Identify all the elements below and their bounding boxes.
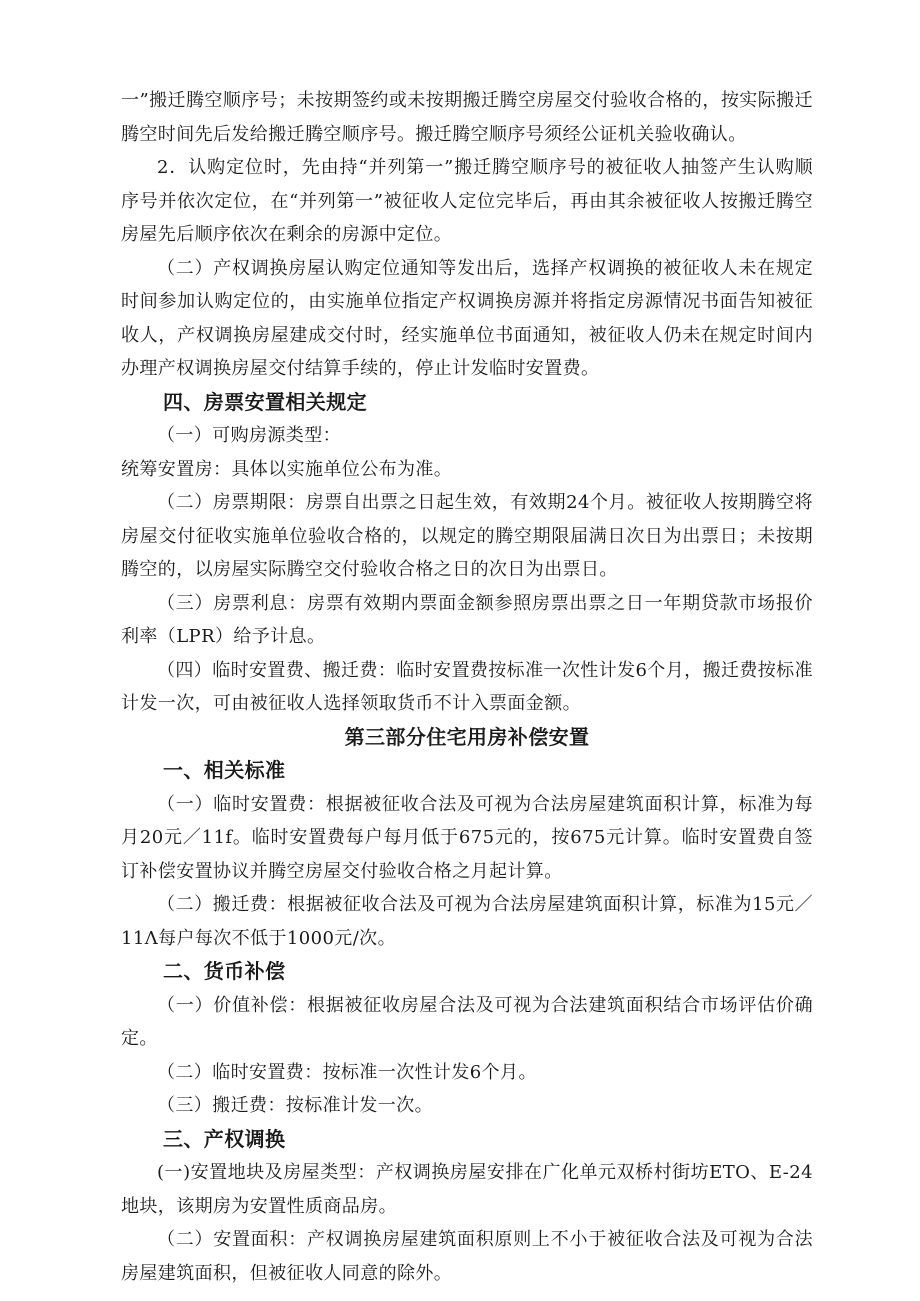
paragraph-voucher-interest: （三）房票利息：房票有效期内票面金额参照房票出票之日一年期贷款市场报价利率（LPR）给予计息。 [121, 592, 813, 647]
section-heading-housing-voucher: 四、房票安置相关规定 [163, 389, 367, 414]
paragraph-temporary-fee-six-months: （二）临时安置费：按标准一次性计发6个月。 [157, 1061, 537, 1083]
section-heading-property-exchange: 三、产权调换 [163, 1126, 286, 1151]
section-heading-standards: 一、相关标准 [163, 758, 286, 782]
paragraph-available-housing-types: （一）可购房源类型： [157, 425, 341, 446]
paragraph-temporary-settlement-fee: （一）临时安置费：根据被征收合法及可视为合法房屋建筑面积计算，标准为每月20元／11f。临时安置费每户每月低于675元的，按675元计算。临时安置费自签订补偿安置协议并腾空房屋交付验收合格之月起计算。 [121, 793, 813, 882]
paragraph-subscription-positioning: 2．认购定位时，先由持“并列第一”搬迁腾空顺序号的被征收人抽签产生认购顺序号并依次定位，在“并列第一”被征收人定位完毕后，再由其余被征收人按搬迁腾空房屋先后顺序依次在剩余的房源中定位。 [121, 157, 813, 245]
paragraph-relocation-sequence-cont: 一”搬迁腾空顺序号；未按期签约或未按期搬迁腾空房屋交付验收合格的，按实际搬迁腾空时间先后发给搬迁腾空顺序号。搬迁腾空顺序号须经公证机关验收确认。 [121, 90, 813, 145]
paragraph-resettlement-area: （二）安置面积：产权调换房屋建筑面积原则上不小于被征收合法及可视为合法房屋建筑面积，但被征收人同意的除外。 [121, 1229, 813, 1284]
paragraph-moving-fee: （二）搬迁费：根据被征收合法及可视为合法房屋建筑面积计算，标准为15元／11Λ每户每次不低于1000元/次。 [121, 894, 813, 949]
paragraph-property-exchange-notice: （二）产权调换房屋认购定位通知等发出后，选择产权调换的被征收人未在规定时间参加认购定位的，由实施单位指定产权调换房源并将指定房源情况书面告知被征收人，产权调换房屋建成交付时，经实施单位书面通知，被征收人仍未在规定时间内办理产权调换房屋交付结算手续的，停止计发临时安置费。 [121, 257, 813, 379]
paragraph-coordinated-resettlement: 统筹安置房：具体以实施单位公布为准。 [121, 458, 453, 480]
paragraph-moving-fee-once: （三）搬迁费：按标准计发一次。 [157, 1095, 433, 1116]
document-page [121, 84, 813, 1290]
paragraph-voucher-term: （二）房票期限：房票自出票之日起生效，有效期24个月。被征收人按期腾空将房屋交付征收实施单位验收合格的，以规定的腾空期限届满日次日为出票日；未按期腾空的，以房屋实际腾空交付验收合格之日的次日为出票日。 [121, 492, 813, 580]
section-heading-monetary-compensation: 二、货币补偿 [163, 959, 286, 983]
paragraph-temporary-and-moving-fees: （四）临时安置费、搬迁费：临时安置费按标准一次性计发6个月，搬迁费按标准计发一次，可由被征收人选择领取货币不计入票面金额。 [121, 659, 813, 714]
paragraph-value-compensation: （一）价值补偿：根据被征收房屋合法及可视为合法建筑面积结合市场评估价确定。 [121, 994, 813, 1049]
paragraph-resettlement-plots: (一)安置地块及房屋类型：产权调换房屋安排在广化单元双桥村街坊ETO、E-24地块，该期房为安置性质商品房。 [121, 1162, 813, 1217]
part-title-residential-compensation: 第三部分住宅用房补偿安置 [344, 724, 590, 749]
